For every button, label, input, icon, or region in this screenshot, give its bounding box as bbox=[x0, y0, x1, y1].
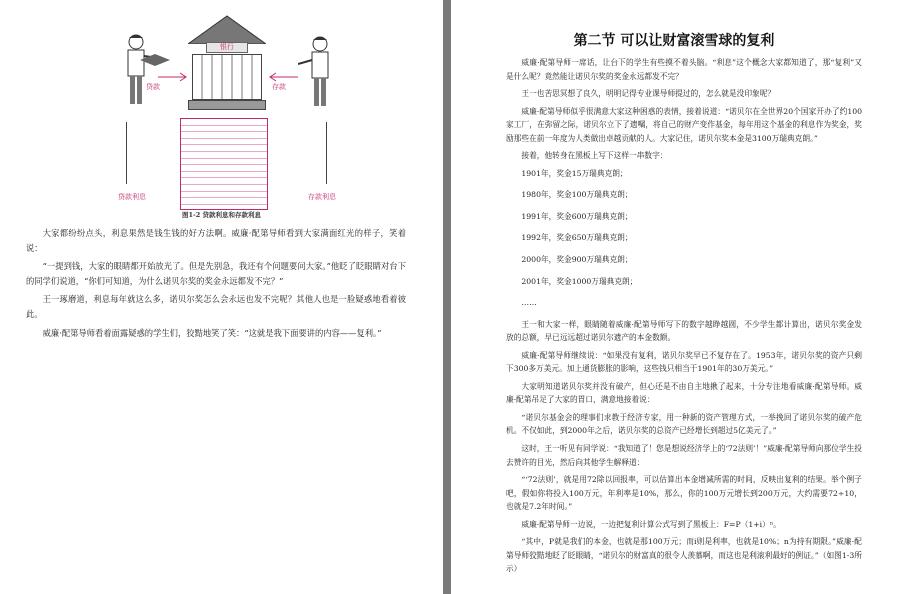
paragraph: “‘72法则’，就是用72除以回报率，可以估算出本金增减所需的时间，反映出复利的结果。举个例子吧，假如你将投入100万元，年利率是10%，那么，你的100万元增长到200万元，大约需要72÷10，也就是7.2年时间。” bbox=[506, 475, 862, 512]
figure-loan-deposit bbox=[100, 14, 350, 214]
list-item: 2000年，奖金900万瑞典克朗； bbox=[521, 255, 633, 265]
paragraph: 威廉·配第导师看着面露疑惑的学生们，狡黠地笑了笑：“这就是我下面要讲的内容——复利。” bbox=[42, 327, 382, 338]
left-divider-line bbox=[126, 122, 127, 184]
paragraph: 王一也苦思冥想了良久，明明记得专业课导师提过的，怎么就是没印象呢？ bbox=[521, 89, 776, 99]
paragraph: “诺贝尔基金会的理事们求教于经济专家，用一种新的资产管理方式，一举挽回了诺贝尔奖的破产危机。不仅如此，到2000年之后，诺贝尔奖的总资产已经增长到超过5亿美元了。” bbox=[506, 412, 862, 436]
list-item: 1991年，奖金600万瑞典克朗； bbox=[521, 211, 633, 221]
paragraph: 威廉·配第导师一边说，一边把复利计算公式写到了黑板上：F=P（1+i）ⁿ。 bbox=[521, 519, 781, 529]
borrower-figure bbox=[118, 32, 158, 112]
bank-columns bbox=[192, 54, 262, 100]
paragraph: 王一琢磨道，利息每年就这么多，诺贝尔奖怎么会永远也发不完呢？其他人也是一脸疑惑地看着彼此。 bbox=[26, 294, 406, 319]
section-title: 第二节 可以让财富滚雪球的复利 bbox=[573, 33, 775, 49]
page-gutter bbox=[443, 0, 451, 594]
paragraph: 接着，他转身在黑板上写下这样一串数字： bbox=[521, 151, 668, 161]
list-item: 1980年，奖金100万瑞典克朗； bbox=[521, 190, 633, 200]
left-page bbox=[0, 0, 443, 594]
money-icon bbox=[140, 54, 170, 66]
paragraph: 威廉·配第导师继续说：“如果没有复利，诺贝尔奖早已不复存在了。1953年，诺贝尔奖的资产只剩下300多万美元。加上通货膨胀的影响，这些钱只相当于1901年的30万美元。” bbox=[506, 350, 862, 374]
deposit-arrow-icon bbox=[266, 72, 298, 82]
paragraph: 这时，王一听见有同学说：“我知道了！您是想说经济学上的‘72法则’！”威廉·配第导师向那位学生投去赞许的目光，然后向其他学生解释道： bbox=[506, 444, 862, 467]
paragraph: “其中，P就是我们的本金，也就是那100万元；而i则是利率，也就是10%；n为持有期限。”威廉·配第导师狡黠地眨了眨眼睛，“诺贝尔的财富真的很令人羡慕啊，而这也是利滚利最好的例证。”（如图1-3所示） bbox=[506, 537, 862, 574]
rate-table-image bbox=[180, 118, 268, 210]
paragraph: 大家都纷纷点头，利息果然是钱生钱的好方法啊。威廉·配第导师看到大家满面红光的样子，笑着说： bbox=[26, 228, 406, 253]
right-page bbox=[451, 0, 897, 594]
bank-roof-icon bbox=[188, 14, 266, 44]
paragraph: 威廉·配第导师似乎很满意大家这种困惑的表情，接着说道：“诺贝尔在全世界20个国家开办了约100家工厂，在弥留之际，诺贝尔立下了遗嘱，将自己的财产变作基金，每年用这个基金的利息作为奖金，奖励那些在前一年度为人类做出卓越贡献的人。大家记住，诺贝尔奖本金是3100万瑞典克朗。” bbox=[506, 106, 862, 143]
list-item: 1901年，奖金15万瑞典克朗； bbox=[521, 168, 628, 178]
bank-steps bbox=[188, 100, 266, 110]
paragraph: 王一和大家一样，眼睛随着威廉·配第导师写下的数字越睁越圆，不少学生都计算出，诺贝尔奖金发放的总额，早已远远超过诺贝尔遗产的本金数额。 bbox=[506, 319, 862, 343]
right-body-text bbox=[506, 56, 862, 580]
bank-sign: 银行 bbox=[206, 42, 248, 53]
right-divider-line bbox=[326, 122, 327, 184]
list-item: 1992年，奖金650万瑞典克朗； bbox=[521, 233, 633, 243]
deposit-label: 存款 bbox=[272, 83, 286, 91]
paragraph: 威廉·配第导师一席话，让台下的学生有些摸不着头脑。“利息”这个概念大家都知道了，那“复利”又是什么呢？竟然能让诺贝尔奖的奖金永远都发不完？ bbox=[506, 58, 862, 81]
paragraph: “一提到钱，大家的眼睛都开始放光了。但是先别急，我还有个问题要问大家。”他眨了眨眼睛对台下的同学们说道，“你们可知道，为什么诺贝尔奖的奖金永远都发不完？” bbox=[26, 261, 406, 286]
left-body-text bbox=[26, 226, 406, 344]
deposit-interest-label: 存款利息 bbox=[308, 193, 336, 201]
bank-building bbox=[188, 14, 266, 110]
loan-arrow-icon bbox=[158, 72, 190, 82]
list-item: 2001年，奖金1000万瑞典克朗； bbox=[521, 276, 638, 286]
depositor-figure bbox=[298, 34, 338, 114]
list-item: …… bbox=[521, 298, 537, 308]
loan-label: 贷款 bbox=[146, 83, 160, 91]
figure-caption: 图1-2 贷款利息和存款利息 bbox=[181, 211, 261, 219]
loan-interest-label: 贷款利息 bbox=[118, 193, 146, 201]
paragraph: 大家明知道诺贝尔奖并没有破产，但心还是不由自主地揪了起来，十分专注地看威廉·配第导师。威廉·配第吊足了大家的胃口，满意地接着说： bbox=[506, 381, 862, 405]
